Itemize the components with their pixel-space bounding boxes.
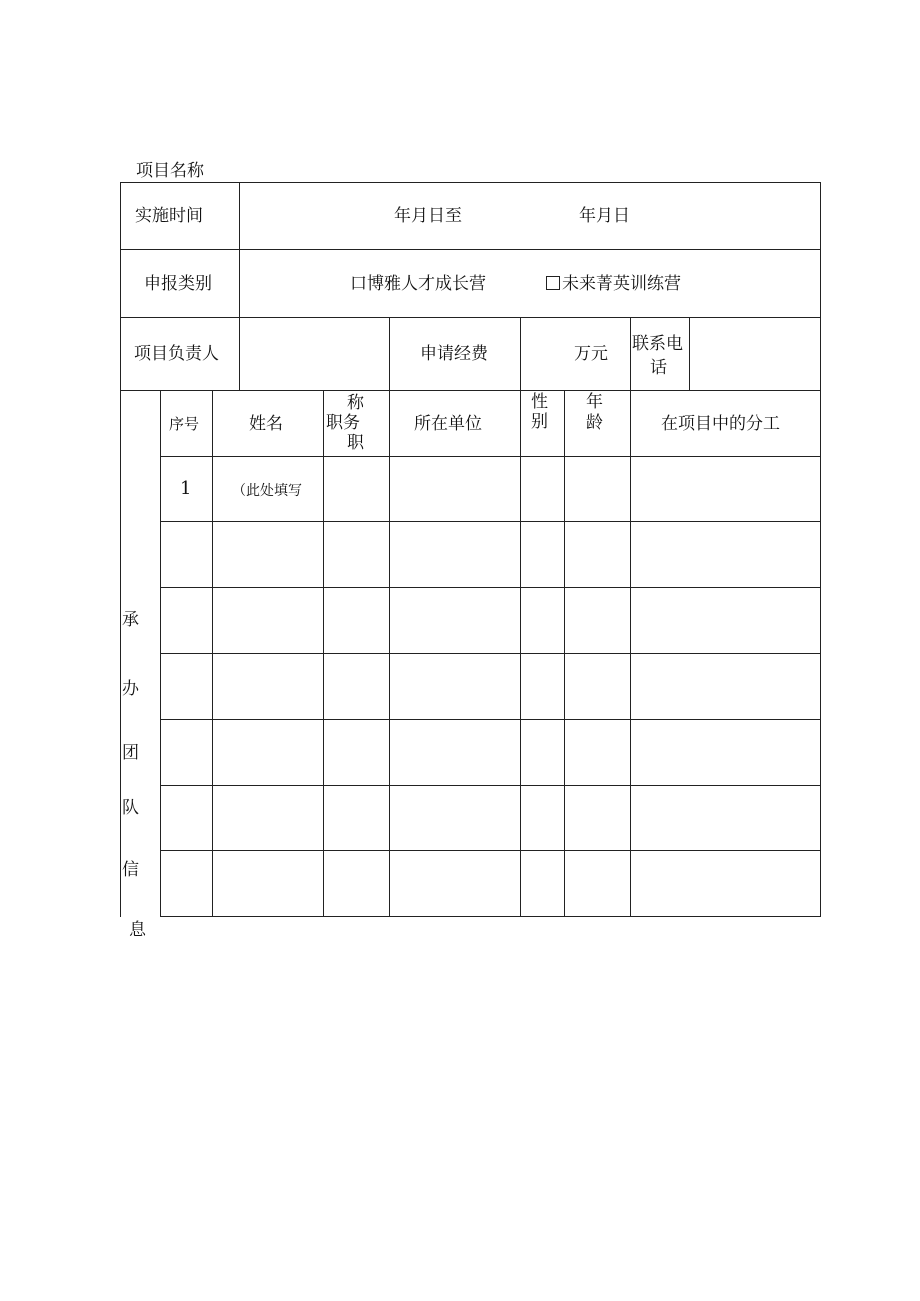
team-header-title-char: 职务 [326,413,360,433]
phone-label-line1: 联系电 [632,334,683,354]
funding-label: 申请经费 [420,344,488,364]
team-header-title-char: 职 [347,433,364,453]
category-label: 申报类别 [144,274,212,294]
col-divider [323,390,324,917]
team-section-char: 办 [122,679,139,699]
category-option-elite[interactable]: 未来菁英训练营 [562,274,681,294]
row-divider [160,456,821,457]
funding-unit[interactable]: 万元 [574,344,608,364]
project-name-label: 项目名称 [136,161,204,181]
team-header-seq: 序号 [169,415,200,433]
impl-time-label: 实施时间 [135,206,203,226]
team-header-gender-char: 性 [531,392,548,412]
team-section-char: 息 [129,920,146,940]
team-section-char: 信 [122,860,139,880]
team-header-gender-char: 别 [531,412,548,432]
col-divider [630,390,631,917]
team-row-name[interactable] [213,786,322,849]
col-divider [389,390,390,917]
phone-label-line2: 话 [650,358,667,378]
team-section-char: 队 [122,798,139,818]
team-row-name[interactable]: （此处填写 [232,483,302,499]
category-option-boya[interactable]: 口博雅人才成长营 [350,274,486,294]
table-border-left [120,182,121,917]
team-section-char: 团 [122,743,139,763]
col-divider [239,182,240,391]
leader-input[interactable] [241,319,388,389]
row-divider [120,390,821,391]
team-row-seq[interactable]: 1 [180,478,192,499]
team-row-name[interactable] [213,654,322,718]
col-divider [160,390,161,917]
col-divider [520,317,521,391]
phone-input[interactable] [691,319,819,389]
team-header-age-char: 龄 [586,413,603,433]
row-divider [120,317,821,318]
row-divider [120,249,821,250]
team-section-char: 承 [122,610,139,630]
col-divider [520,390,521,917]
team-row-name[interactable] [213,720,322,784]
col-divider [564,390,565,917]
impl-time-from[interactable]: 年月日至 [394,206,462,226]
col-divider [389,317,390,391]
table-border-top [120,182,821,183]
team-row-name[interactable] [213,851,322,915]
checkbox-icon[interactable] [546,276,560,290]
col-divider [689,317,690,391]
leader-label: 项目负责人 [134,344,219,364]
impl-time-to[interactable]: 年月日 [579,206,630,226]
table-border-right [820,182,821,917]
team-header-age-char: 年 [586,392,603,412]
team-header-name: 姓名 [249,414,283,434]
team-header-role: 在项目中的分工 [661,414,780,434]
team-row-name[interactable] [213,588,322,652]
team-row-name[interactable] [213,522,322,586]
team-header-title-char: 称 [347,393,364,413]
team-header-unit: 所在单位 [414,414,482,434]
col-divider [630,317,631,391]
table-border-bottom [160,916,821,917]
